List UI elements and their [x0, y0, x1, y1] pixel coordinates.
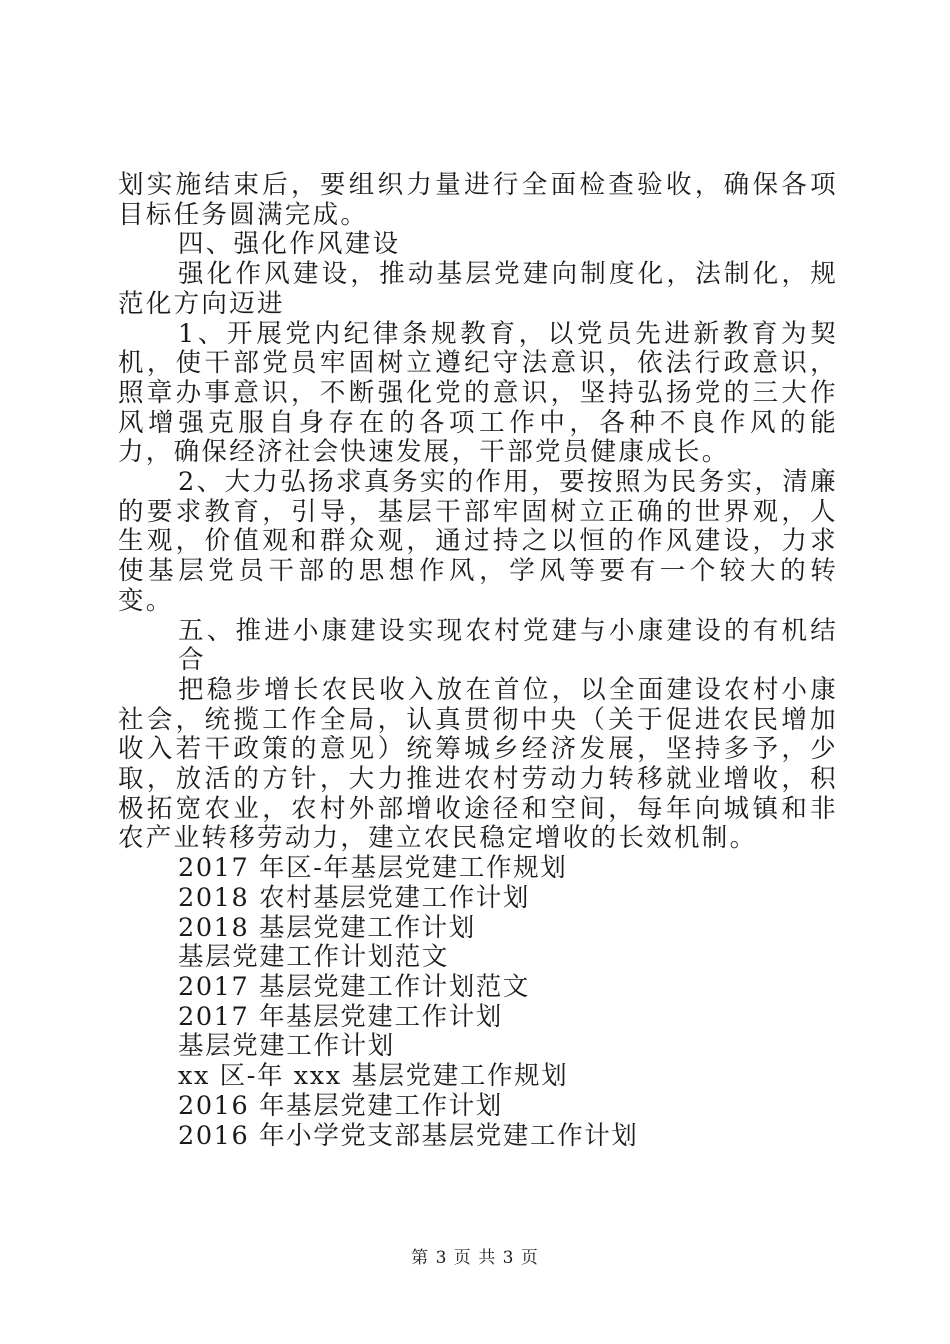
- related-title: xx 区-年 xxx 基层党建工作规划: [178, 1061, 569, 1092]
- document-body: [118, 171, 838, 1151]
- paragraph-item-2: 2、大力弘扬求真务实的作用，要按照为民务实，清廉的要求教育，引导，基层干部牢固树立正确的世界观，人生观，价值观和群众观，通过持之以恒的作风建设，力求使基层党员干部的思想作风，学风等要有一个较大的转变。: [118, 467, 838, 616]
- paragraph-section-4-intro: 强化作风建设，推动基层党建向制度化，法制化，规范化方向迈进: [118, 259, 838, 319]
- related-title: 2017 年基层党建工作计划: [178, 1001, 503, 1032]
- related-title: 2018 农村基层党建工作计划: [178, 882, 531, 913]
- paragraph-continuation: 划实施结束后，要组织力量进行全面检查验收，确保各项目标任务圆满完成。: [118, 170, 838, 230]
- related-title: 2017 基层党建工作计划范文: [178, 971, 531, 1002]
- related-title: 基层党建工作计划范文: [178, 942, 450, 973]
- related-titles-list: [118, 854, 838, 1151]
- section-heading-4: 四、强化作风建设: [178, 229, 401, 260]
- related-title: 2016 年小学党支部基层党建工作计划: [178, 1120, 639, 1151]
- paragraph-section-5-body: 把稳步增长农民收入放在首位，以全面建设农村小康社会，统揽工作全局，认真贯彻中央（关于促进农民增加收入若干政策的意见）统筹城乡经济发展，坚持多予，少取，放活的方针，大力推进农村劳动力转移就业增收，积极拓宽农业，农村外部增收途径和空间，每年向城镇和非农产业转移劳动力，建立农民稳定增收的长效机制。: [118, 674, 838, 854]
- section-heading-5: 五、推进小康建设实现农村党建与小康建设的有机结合: [178, 615, 838, 676]
- related-title: 2017 年区-年基层党建工作规划: [178, 853, 568, 884]
- related-title: 基层党建工作计划: [178, 1031, 395, 1062]
- related-title: 2016 年基层党建工作计划: [178, 1090, 503, 1121]
- related-title: 2018 基层党建工作计划: [178, 912, 476, 943]
- paragraph-item-1: 1、开展党内纪律条规教育，以党员先进新教育为契机，使干部党员牢固树立遵纪守法意识，依法行政意识，照章办事意识，不断强化党的意识，坚持弘扬党的三大作风增强克服自身存在的各项工作中，各种不良作风的能力，确保经济社会快速发展，干部党员健康成长。: [118, 318, 838, 468]
- page-number-footer: 第 3 页 共 3 页: [411, 1248, 539, 1268]
